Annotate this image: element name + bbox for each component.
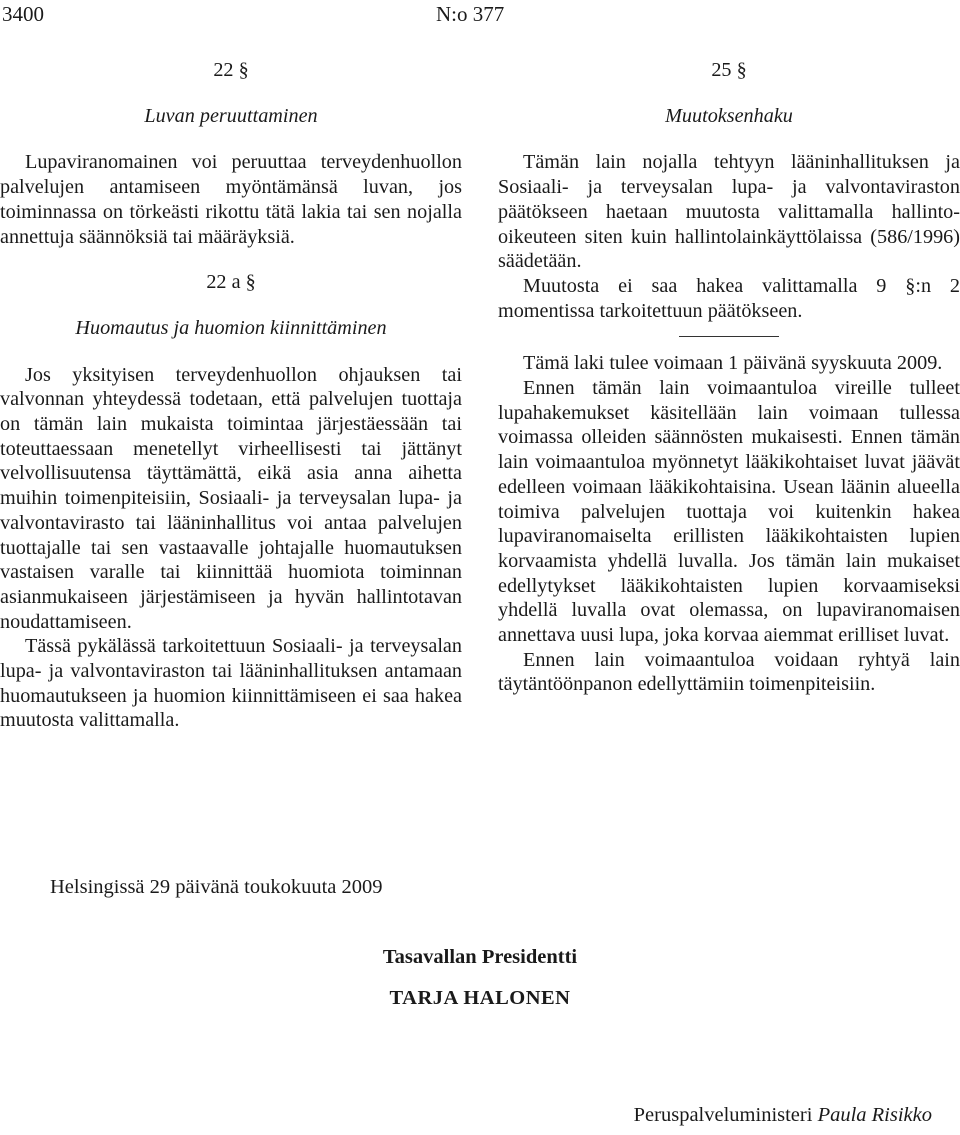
- section-number: 22 a §: [206, 271, 256, 294]
- minister-title: Peruspalveluministeri: [633, 1104, 813, 1126]
- paragraph: Ennen lain voimaantuloa voidaan ryhtyä lain täytäntöönpanon edellyttämiin toimenpiteisiin.: [498, 648, 960, 696]
- paragraph: Lupaviranomainen voi peruuttaa terveydenhuollon palvelujen antamiseen myöntämänsä luvan, jos toiminnassa on törkeästi rikottu tätä lakia tai sen nojalla annettuja säännöksiä tai määräyksiä.: [0, 151, 462, 248]
- divider-rule: [679, 336, 779, 337]
- left-column: [0, 58, 462, 733]
- place-and-date: Helsingissä 29 päivänä toukokuuta 2009: [50, 876, 383, 898]
- section-title: Muutoksenhaku: [665, 104, 793, 127]
- right-column: [498, 58, 960, 697]
- president-title: Tasavallan Presidentti: [382, 946, 578, 968]
- section-number: 25 §: [711, 59, 747, 81]
- section-title: Huomautus ja huomion kiinnittäminen: [75, 316, 387, 339]
- minister-name: Paula Risikko: [817, 1104, 932, 1126]
- paragraph: Ennen tämän lain voimaantuloa vireille tulleet lupahakemukset käsitellään lain voimaan tullessa voimassa olleiden säännösten mukaisesti. Ennen tämän lain voimaantuloa myönnetyt lääkikohtaiset luvat jäävät edelleen voimaan lääkikohtaisina. Usean läänin alueella toimiva palvelujen tuottaja voi kuitenkin hakea lupaviranomaiselta erillisten lääkikohtaisten lupien korvaamista yhdellä luvalla. Jos tämän lain mukaiset edellytykset lääkikohtaisten lupien korvaamiseksi yhdellä luvalla ovat olemassa, on lupaviranomaisen annettava uusi lupa, joka korvaa aiemmat erilliset luvat.: [498, 377, 960, 647]
- section-number: 22 §: [213, 59, 249, 81]
- paragraph: Muutosta ei saa hakea valittamalla 9 §:n 2 momentissa tarkoitettuun päätökseen.: [498, 274, 960, 322]
- paragraph: Tämä laki tulee voimaan 1 päivänä syyskuuta 2009.: [523, 352, 943, 375]
- section-title: Luvan peruuttaminen: [144, 104, 318, 127]
- paragraph: Jos yksityisen terveydenhuollon ohjauksen tai valvonnan yhteydessä todetaan, että palvelujen tuottaja on tämän lain mukaista toimintaa järjestäessään tai toteuttaessaan menetellyt virheellisesti tai jättänyt velvollisuutensa täyttämättä, eikä asia anna aihetta muihin toimenpiteisiin, Sosiaali- ja terveysalan lupa- ja valvontavirasto tai lääninhallitus voi antaa palvelujen tuottajalle tai sen vastaavalle johtajalle huomautuksen vastaisen varalle tai kiinnittää huomiota toiminnan asianmukaiseen järjestämiseen ja hyvän hallintotavan noudattamiseen.: [0, 363, 462, 633]
- minister-signature: [634, 1104, 932, 1127]
- page-header: [0, 0, 960, 30]
- paragraph: Tässä pykälässä tarkoitettuun Sosiaali- ja terveysalan lupa- ja valvontaviraston tai lääninhallituksen antamaan huomautukseen ja huomion kiinnittämiseen ei saa hakea muutosta valittamalla.: [0, 635, 462, 732]
- page-number: 3400: [2, 2, 44, 26]
- issue-number: N:o 377: [436, 2, 505, 26]
- president-name: TARJA HALONEN: [389, 987, 571, 1009]
- paragraph: Tämän lain nojalla tehtyyn lääninhallituksen ja Sosiaali- ja terveysalan lupa- ja valvontaviraston päätökseen haetaan muutosta valittamalla hallinto-oikeuteen siten kuin hallintolainkäyttölaissa (586/1996) säädetään.: [498, 151, 960, 273]
